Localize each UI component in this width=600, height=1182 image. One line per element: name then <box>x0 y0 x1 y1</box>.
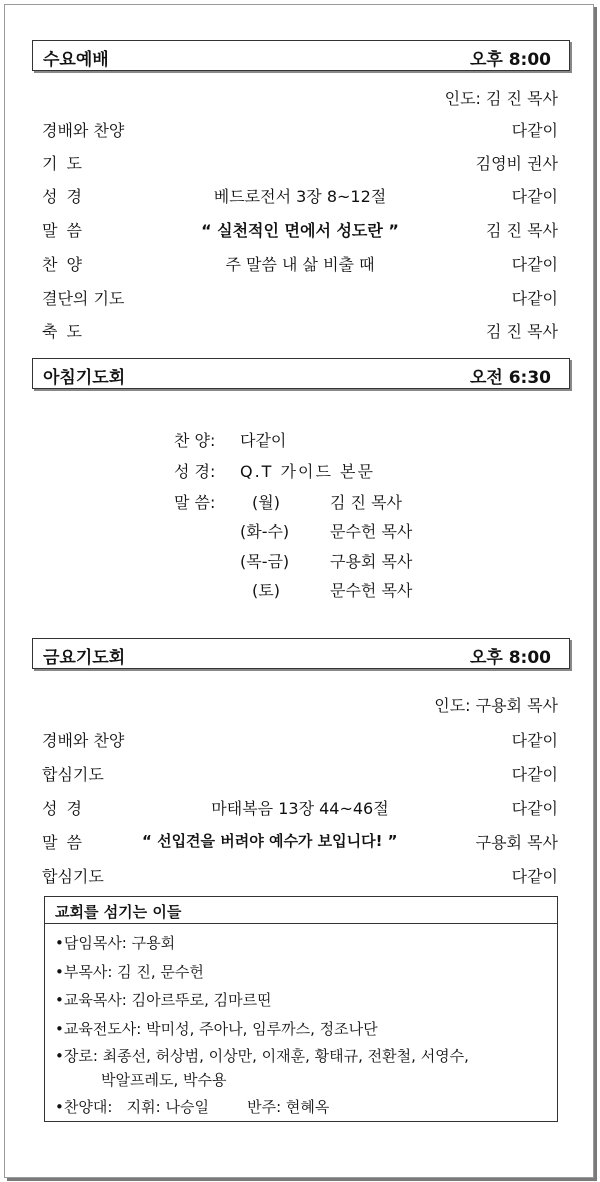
row-person: 다같이 <box>511 799 558 818</box>
row-label: 합심기도 <box>42 867 104 886</box>
wednesday-row <box>42 184 558 208</box>
list-item: •담임목사: 구용회 <box>55 934 176 952</box>
row-label: 경배와 찬양 <box>42 121 125 140</box>
row-person: 다같이 <box>511 765 558 784</box>
schedule-preacher: 구용회 목사 <box>330 552 413 571</box>
list-item: 박알프레도, 박수용 <box>101 1071 227 1089</box>
servers-title-bar <box>45 897 557 924</box>
morning-hymn-label: 찬 양: <box>174 431 216 450</box>
wednesday-row <box>42 218 558 242</box>
row-label: 경배와 찬양 <box>42 731 125 750</box>
wednesday-row <box>42 118 558 142</box>
friday-row <box>42 830 558 854</box>
row-person: 다같이 <box>511 255 558 274</box>
row-person: 구용회 목사 <box>475 833 558 852</box>
list-item: •장로: 최종선, 허상범, 이상만, 이재훈, 황태규, 전환철, 서영수, <box>55 1047 469 1065</box>
wednesday-row <box>42 151 558 175</box>
row-person: 김영비 권사 <box>475 154 558 173</box>
row-label: 축 도 <box>42 322 84 341</box>
row-person: 김 진 목사 <box>486 322 558 341</box>
morning-header <box>32 358 570 389</box>
list-item: •부목사: 김 진, 문수헌 <box>55 963 204 981</box>
schedule-day: (월) <box>252 493 280 512</box>
wednesday-title: 수요예배 <box>43 50 109 70</box>
wednesday-header <box>32 40 570 71</box>
schedule-day: (토) <box>252 581 280 600</box>
servers-title: 교회를 섬기는 이들 <box>55 903 182 921</box>
morning-scripture-label: 성 경: <box>174 462 216 481</box>
row-label: 결단의 기도 <box>42 289 125 308</box>
morning-time: 오전 6:30 <box>469 368 551 388</box>
schedule-preacher: 문수헌 목사 <box>330 581 413 600</box>
wednesday-leader-row <box>42 86 558 110</box>
sermon-title: “ 선입견을 버려야 예수가 보입니다! ” <box>142 832 398 850</box>
row-label: 말 씀 <box>42 833 84 852</box>
wednesday-leader: 인도: 김 진 목사 <box>444 89 558 108</box>
row-label: 찬 양 <box>42 255 84 274</box>
friday-row <box>42 796 558 820</box>
row-label: 합심기도 <box>42 765 104 784</box>
row-person: 김 진 목사 <box>486 221 558 240</box>
wednesday-row <box>42 252 558 276</box>
schedule-preacher: 문수헌 목사 <box>330 522 413 541</box>
friday-row <box>42 762 558 786</box>
friday-leader-row <box>42 693 558 717</box>
list-item: •찬양대: 지휘: 나승일 반주: 현혜옥 <box>55 1098 330 1116</box>
row-content: 주 말씀 내 삶 비출 때 <box>225 255 375 274</box>
friday-row <box>42 728 558 752</box>
morning-scripture-value: Q.T 가이드 본문 <box>240 462 375 481</box>
row-person: 다같이 <box>511 187 558 206</box>
friday-time: 오후 8:00 <box>469 648 551 668</box>
row-person: 다같이 <box>511 121 558 140</box>
friday-row <box>42 864 558 888</box>
friday-leader: 인도: 구용회 목사 <box>434 696 558 715</box>
row-label: 기 도 <box>42 154 84 173</box>
sermon-title: “ 실천적인 면에서 성도란 ” <box>201 221 399 240</box>
row-content: 베드로전서 3장 8~12절 <box>213 187 387 206</box>
morning-title: 아침기도회 <box>43 368 126 388</box>
row-person: 다같이 <box>511 867 558 886</box>
wednesday-row <box>42 319 558 343</box>
servers-box <box>44 896 558 1122</box>
row-content: 마태복음 13장 44~46절 <box>211 799 389 818</box>
row-label: 성 경 <box>42 187 84 206</box>
schedule-day: (화-수) <box>240 522 290 541</box>
list-item: •교육전도사: 박미성, 주아나, 임루까스, 정조나단 <box>55 1020 378 1038</box>
row-label: 말 씀 <box>42 221 84 240</box>
wednesday-time: 오후 8:00 <box>469 50 551 70</box>
friday-header <box>32 638 570 669</box>
schedule-day: (목-금) <box>240 552 290 571</box>
morning-hymn-value: 다같이 <box>240 431 287 450</box>
wednesday-row <box>42 286 558 310</box>
morning-sermon-label: 말 씀: <box>174 493 216 512</box>
list-item: •교육목사: 김아르뚜로, 김마르띤 <box>55 991 272 1009</box>
row-person: 다같이 <box>511 289 558 308</box>
row-person: 다같이 <box>511 731 558 750</box>
friday-title: 금요기도회 <box>43 648 126 668</box>
schedule-preacher: 김 진 목사 <box>330 493 402 512</box>
row-label: 성 경 <box>42 799 84 818</box>
